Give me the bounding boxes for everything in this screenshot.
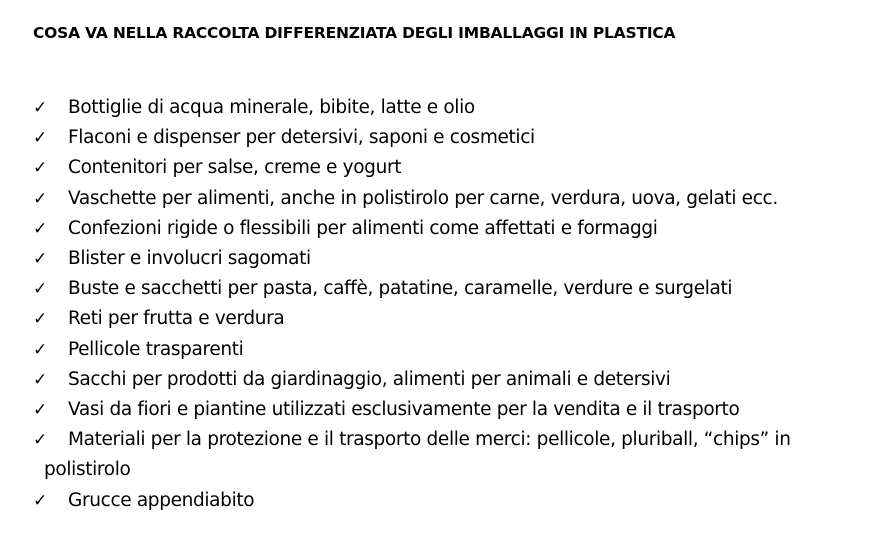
checkmark-icon: ✓: [33, 400, 47, 421]
list-item: [0, 214, 893, 244]
document-title: COSA VA NELLA RACCOLTA DIFFERENZIATA DEGLI IMBALLAGGI IN PLASTICA: [33, 24, 676, 42]
list-item: [0, 365, 893, 395]
checkmark-icon: ✓: [33, 188, 47, 209]
checkmark-icon: ✓: [33, 158, 47, 179]
list-item: [0, 486, 893, 516]
list-item: [0, 153, 893, 183]
list-item-text: Confezioni rigide o flessibili per alimenti come affettati e formaggi: [68, 217, 658, 239]
checkmark-icon: ✓: [33, 339, 47, 360]
list-item: [0, 184, 893, 214]
checkmark-icon: ✓: [33, 369, 47, 390]
list-item: [0, 123, 893, 153]
list-item-text: Reti per frutta e verdura: [68, 308, 285, 330]
checkmark-icon: ✓: [33, 430, 47, 451]
list-item-text: Sacchi per prodotti da giardinaggio, alimenti per animali e detersivi: [68, 368, 671, 390]
checkmark-icon: ✓: [33, 309, 47, 330]
list-item-text: Blister e involucri sagomati: [68, 248, 311, 270]
checkmark-icon: ✓: [33, 218, 47, 239]
checklist: [0, 93, 893, 516]
list-item-text: Materiali per la protezione e il trasporto delle merci: pellicole, pluriball, “chips” in: [68, 429, 791, 451]
list-item-text-continuation: polistirolo: [44, 459, 131, 481]
list-item-text: Vaschette per alimenti, anche in polistirolo per carne, verdura, uova, gelati ecc.: [68, 187, 778, 209]
list-item: [0, 425, 893, 485]
list-item: [0, 93, 893, 123]
list-item: [0, 395, 893, 425]
list-item-text: Pellicole trasparenti: [68, 338, 244, 360]
list-item-text: Flaconi e dispenser per detersivi, saponi e cosmetici: [68, 127, 535, 149]
list-item-text: Vasi da fiori e piantine utilizzati esclusivamente per la vendita e il trasporto: [68, 399, 740, 421]
checkmark-icon: ✓: [33, 128, 47, 149]
list-item-text: Bottiglie di acqua minerale, bibite, latte e olio: [68, 97, 475, 118]
list-item: [0, 274, 893, 304]
list-item: [0, 335, 893, 365]
list-item-text: Contenitori per salse, creme e yogurt: [68, 157, 402, 179]
list-item-text: Buste e sacchetti per pasta, caffè, patatine, caramelle, verdure e surgelati: [68, 278, 733, 300]
list-item-text: Grucce appendiabito: [68, 489, 255, 511]
checkmark-icon: ✓: [33, 490, 47, 511]
checkmark-icon: ✓: [33, 279, 47, 300]
checkmark-icon: ✓: [33, 249, 47, 270]
list-item: [0, 304, 893, 334]
checkmark-icon: ✓: [33, 98, 47, 118]
list-item: [0, 244, 893, 274]
